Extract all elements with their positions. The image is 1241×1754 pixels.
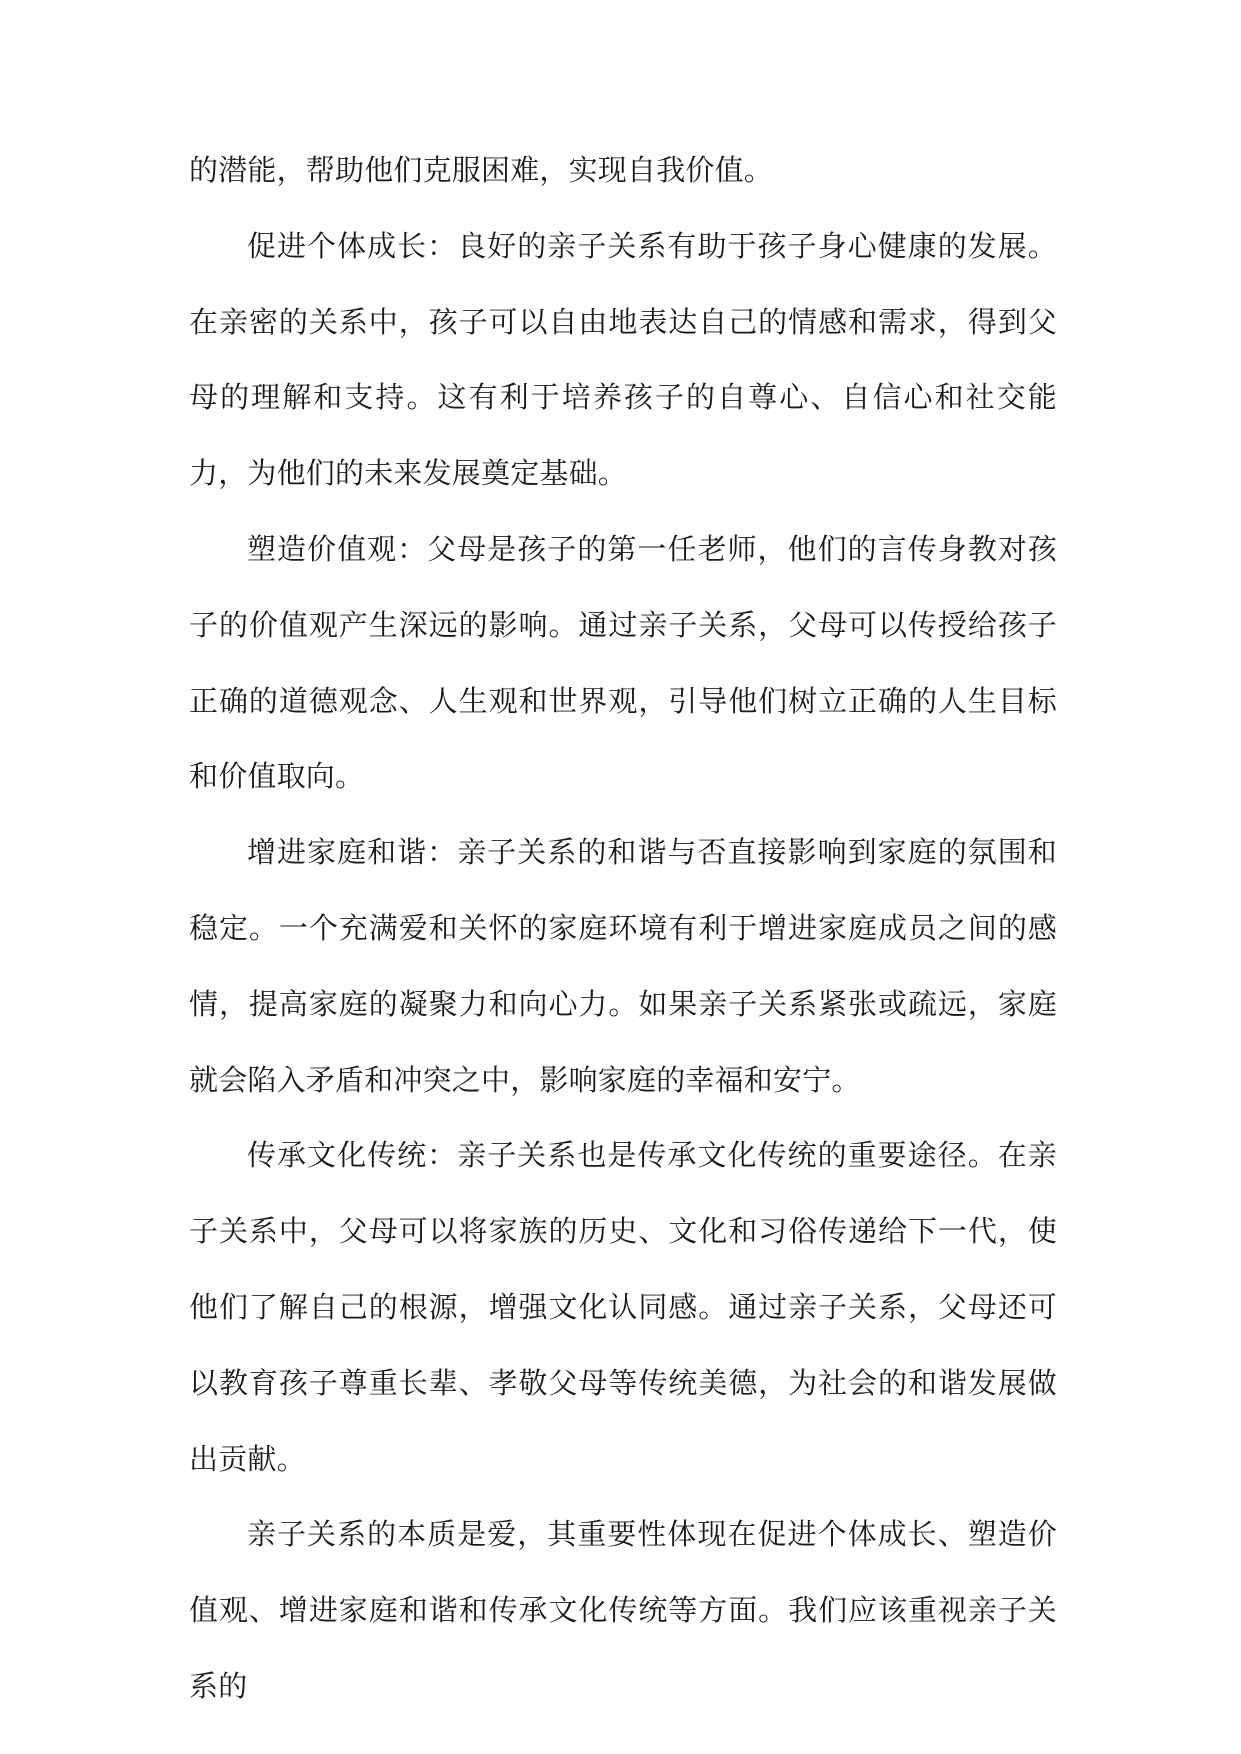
paragraph-family-harmony: 增进家庭和谐：亲子关系的和谐与否直接影响到家庭的氛围和稳定。一个充满爱和关怀的家庭环境有利于增进家庭成员之间的感情，提高家庭的凝聚力和向心力。如果亲子关系紧张或疏远，家庭就会陷入矛盾和冲突之中，影响家庭的幸福和安宁。	[189, 835, 1057, 1097]
paragraph-conclusion: 亲子关系的本质是爱，其重要性体现在促进个体成长、塑造价值观、增进家庭和谐和传承文化传统等方面。我们应该重视亲子关系的	[189, 1517, 1057, 1703]
paragraph-cultural-tradition: 传承文化传统：亲子关系也是传承文化传统的重要途径。在亲子关系中，父母可以将家族的历史、文化和习俗传递给下一代，使他们了解自己的根源，增强文化认同感。通过亲子关系，父母还可以教育孩子尊重长辈、孝敬父母等传统美德，为社会的和谐发展做出贡献。	[189, 1138, 1057, 1476]
body-text	[189, 133, 1057, 1725]
paragraph-continuation: 的潜能，帮助他们克服困难，实现自我价值。	[189, 153, 774, 187]
paragraph-personal-growth: 促进个体成长：良好的亲子关系有助于孩子身心健康的发展。在亲密的关系中，孩子可以自由地表达自己的情感和需求，得到父母的理解和支持。这有利于培养孩子的自尊心、自信心和社交能力，为他们的未来发展奠定基础。	[189, 228, 1057, 491]
paragraph-shaping-values: 塑造价值观：父母是孩子的第一任老师，他们的言传身教对孩子的价值观产生深远的影响。通过亲子关系，父母可以传授给孩子正确的道德观念、人生观和世界观，引导他们树立正确的人生目标和价值取向。	[189, 531, 1057, 794]
